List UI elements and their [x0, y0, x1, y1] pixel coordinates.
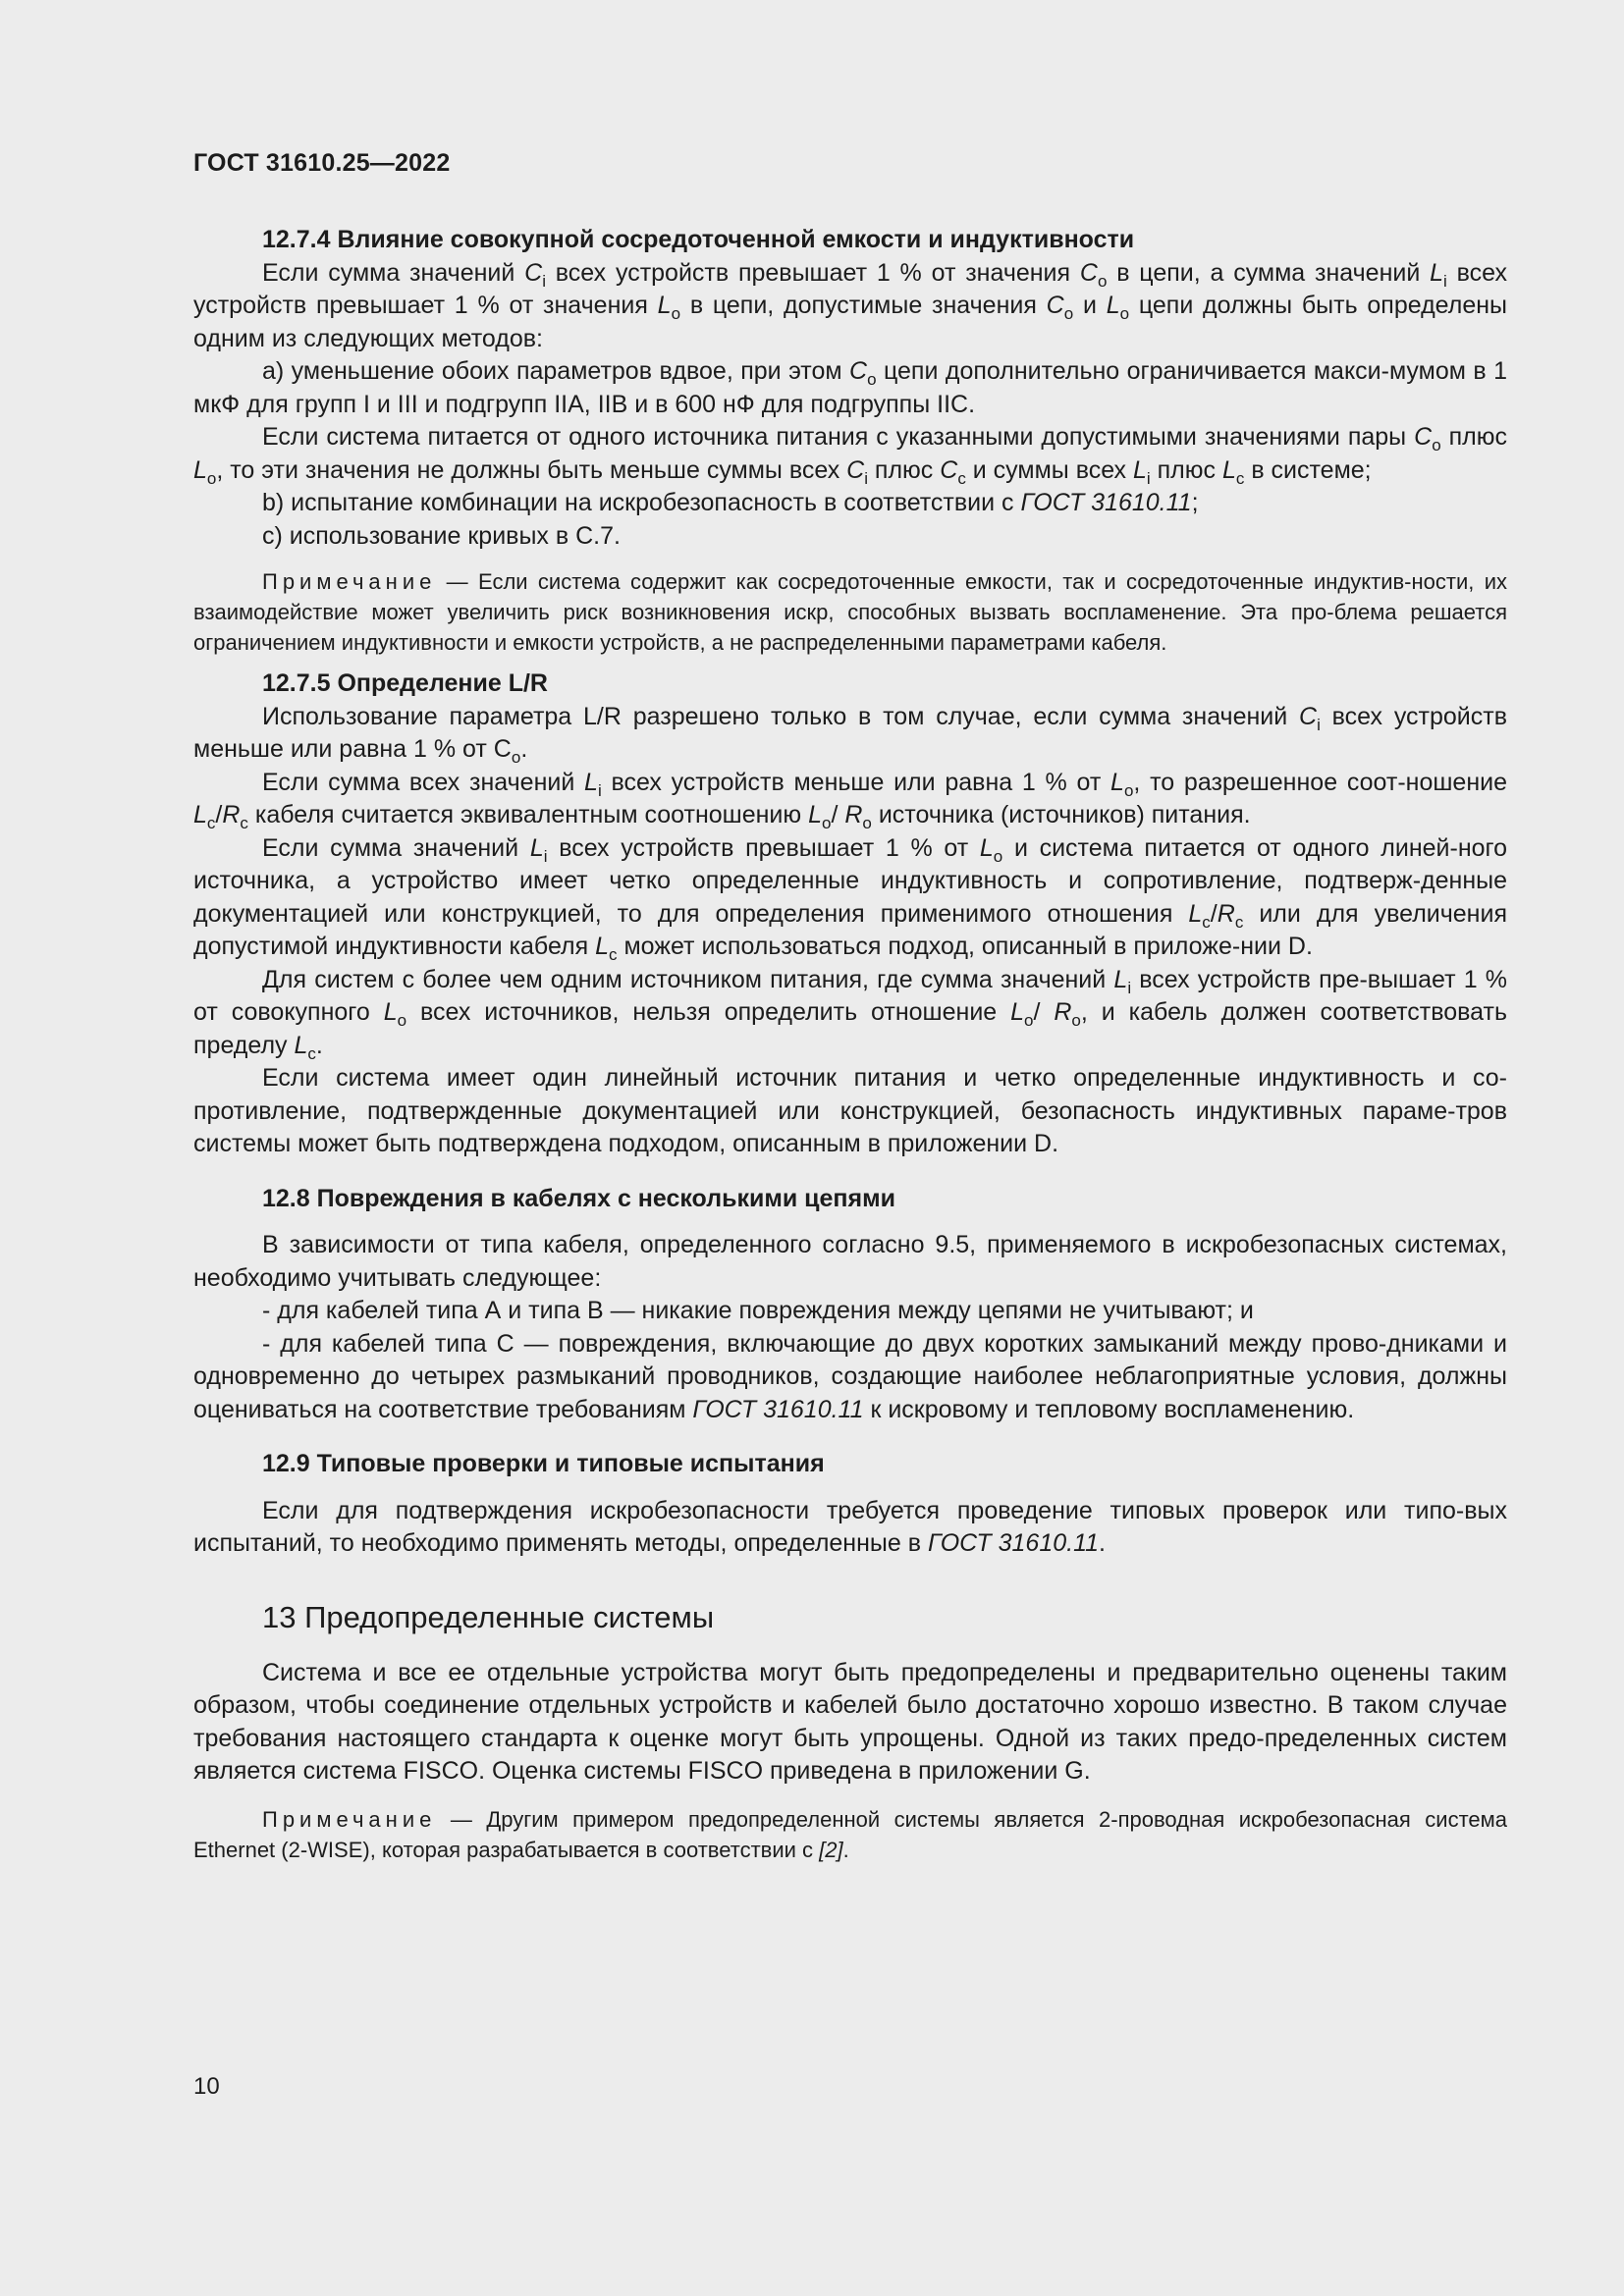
section-title-12-7-5: 12.7.5 Определение L/R	[262, 669, 548, 697]
paragraph: Если система имеет один линейный источник питания и четко определенные индуктивность и со-противление, подтвержденные документацией или конструкцией, безопасность индуктивных параме-тров системы может быть подтверждена подходом, описанным в приложении D.	[193, 1064, 1507, 1157]
paragraph: Если для подтверждения искробезопасности требуется проведение типовых проверок или типо-вых испытаний, то необходимо применять методы, определенные в ГОСТ 31610.11.	[193, 1496, 1507, 1557]
list-item-a: a) уменьшение обоих параметров вдвое, при этом $C_o$ цепи дополнительно ограничивается макси-мумом в 1 мкФ для групп I и III и подгрупп IIA, IIB и в 600 нФ для подгруппы IIC.	[193, 357, 1507, 418]
section-title-13: 13 Предопределенные системы	[262, 1599, 715, 1634]
paragraph: Если сумма всех значений $L_i$ всех устройств меньше или равна 1 % от $L_o$, то разрешенное соот-ношение $L_c/R_c$ кабеля считается эквивалентным соотношению $L_o/$ $R_o$ источника (источников) питания.	[193, 768, 1507, 832]
page-content	[193, 224, 1507, 1865]
page-number: 10	[193, 2073, 220, 2100]
paragraph: Если сумма значений $C_i$ всех устройств превышает 1 % от значения $C_o$ в цепи, а сумма значений $L_i$ всех устройств превышает 1 % от значения $L_o$ в цепи, допустимые значения $C_o$ и $L_o$ цепи должны быть определены одним из следующих методов:	[193, 258, 1508, 352]
note-label: Примечание	[262, 1806, 437, 1832]
note: Примечание — Другим примером предопределенной системы является 2-проводная искробезопасная система Ethernet (2-WISE), которая разрабатывается в соответствии с [2].	[193, 1806, 1507, 1862]
section-title-12-7-4: 12.7.4 Влияние совокупной сосредоточенной емкости и индуктивности	[262, 226, 1135, 253]
paragraph: Система и все ее отдельные устройства могут быть предопределены и предварительно оценены таким образом, чтобы соединение отдельных устройств и кабелей было достаточно хорошо известно. В таком случае требования настоящего стандарта к оценке могут быть упрощены. Одной из таких предо-пределенных систем является система FISCO. Оценка системы FISCO приведена в приложении G.	[193, 1658, 1507, 1785]
note-label: Примечание	[262, 569, 437, 594]
document-code: ГОСТ 31610.25—2022	[193, 149, 451, 177]
section-title-12-9: 12.9 Типовые проверки и типовые испытания	[262, 1450, 825, 1477]
section-title-12-8: 12.8 Повреждения в кабелях с несколькими цепями	[262, 1184, 895, 1212]
note: Примечание — Если система содержит как сосредоточенные емкости, так и сосредоточенные индуктив-ности, их взаимодействие может увеличить риск возникновения искр, способных вызвать воспламенение. Эта про-блема решается ограничением индуктивности и емкости устройств, а не распределенными параметрами кабеля.	[193, 569, 1507, 655]
paragraph: Для систем с более чем одним источником питания, где сумма значений $L_i$ всех устройств пре-вышает 1 % от совокупного $L_o$ всех источников, нельзя определить отношение $L_o/$ $R_o$, и кабель должен соответствовать пределу $L_c$.	[193, 965, 1507, 1063]
paragraph: В зависимости от типа кабеля, определенного согласно 9.5, применяемого в искробезопасных системах, необходимо учитывать следующее:	[193, 1231, 1507, 1292]
list-item-b: b) испытание комбинации на искробезопасность в соответствии с ГОСТ 31610.11;	[262, 489, 1199, 516]
dash-item: - для кабелей типа С — повреждения, включающие до двух коротких замыканий между прово-дниками и одновременно до четырех размыканий проводников, создающие наиболее неблагоприятные условия, должны оцениваться на соответствие требованиям ГОСТ 31610.11 к искровому и тепловому воспламенению.	[193, 1329, 1507, 1423]
paragraph: Если сумма значений $L_i$ всех устройств превышает 1 % от $L_o$ и система питается от одного линей-ного источника, а устройство имеет четко определенные индуктивность и сопротивление, подтверж-денные документацией или конструкцией, то для определения применимого отношения $L_c/R_c$ или для увеличения допустимой индуктивности кабеля $L_c$ может использоваться подход, описанный в приложе-нии D.	[193, 833, 1507, 964]
list-item-c: c) использование кривых в С.7.	[262, 521, 621, 550]
paragraph: Если система питается от одного источника питания с указанными допустимыми значениями пары $C_o$ плюс $L_o$, то эти значения не должны быть меньше суммы всех $C_i$ плюс $C_c$ и суммы всех $L_i$ плюс $L_c$ в системе;	[193, 423, 1508, 488]
dash-item: - для кабелей типа А и типа В — никакие повреждения между цепями не учитывают; и	[262, 1297, 1254, 1324]
paragraph: Использование параметра L/R разрешено только в том случае, если сумма значений $C_i$ всех устройств меньше или равна 1 % от $С_o$.	[193, 702, 1507, 767]
